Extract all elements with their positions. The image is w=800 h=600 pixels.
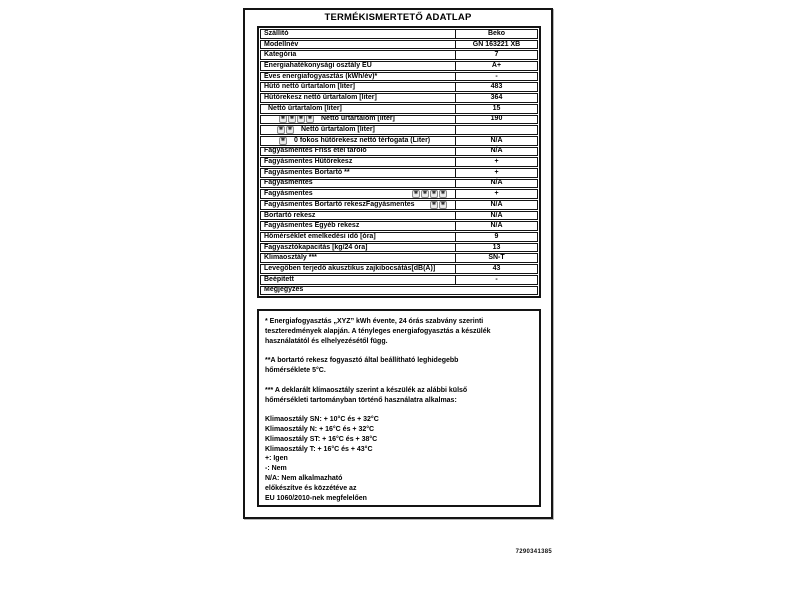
- row-label: Energiahatékonysági osztály EU: [264, 62, 372, 69]
- star-icon: ✱: [280, 115, 286, 122]
- row-label: Fagyásmentes: [264, 190, 313, 198]
- row-label: Hűtőrekesz nettó űrtartalom [liter]: [264, 94, 377, 101]
- table-row: [260, 200, 538, 210]
- row-label: Hűtő nettó űrtartalom [liter]: [264, 83, 355, 91]
- row-value: -: [455, 276, 537, 284]
- row-label: Klimaosztály ***: [264, 254, 317, 262]
- row-value: +: [455, 190, 537, 198]
- note-line: *** A deklarált klímaosztály szerint a készülék az alábbi külső: [265, 386, 468, 394]
- star-rating: [430, 201, 447, 209]
- row-label: Megjegyzés: [264, 286, 304, 294]
- table-row: [260, 40, 538, 50]
- table-row: [260, 243, 538, 253]
- row-label: Fagyásmentes Bortartó rekeszFagyásmentes: [264, 201, 415, 208]
- note-line: hőmérsékleti tartományban történő használatra alkalmas:: [265, 396, 457, 404]
- row-label-cell: [261, 94, 455, 102]
- table-row: [260, 211, 538, 221]
- row-value: N/A: [455, 201, 537, 209]
- row-label-cell: [261, 254, 455, 262]
- table-row: [260, 93, 538, 103]
- row-label: Fagyásmentes Egyéb rekesz: [264, 222, 360, 230]
- table-row: [260, 147, 538, 157]
- row-label: Fagyasztókapacitás [kg/24 óra]: [264, 243, 368, 251]
- row-value: 483: [455, 83, 537, 91]
- row-label: Nettó űrtartalom [liter]: [301, 126, 375, 134]
- table-row: [260, 125, 538, 135]
- row-label-cell: [261, 287, 537, 295]
- row-label-cell: [261, 222, 455, 230]
- row-value: 364: [455, 94, 537, 102]
- row-label-cell: [261, 276, 455, 284]
- star-rating: [279, 116, 314, 124]
- row-value: 15: [455, 105, 537, 113]
- row-label-cell: [261, 137, 455, 145]
- table-row: [260, 232, 538, 242]
- note-line: * Energiafogyasztás „XYZ” kWh évente, 24 órás szabvány szerinti: [265, 318, 484, 326]
- row-label: Fagyásmentes Hűtőrekesz: [264, 158, 353, 166]
- row-label: 0 fokos hűtőrekesz nettó térfogata (Liter): [294, 136, 431, 144]
- note-line: +: Igen: [265, 455, 288, 463]
- row-label-cell: [261, 83, 455, 91]
- row-value: 7: [455, 51, 537, 59]
- row-label: Éves energiafogyasztás (kWh/év)*: [264, 72, 378, 80]
- row-label-cell: [261, 51, 455, 59]
- row-label: Bortartó rekesz: [264, 211, 316, 219]
- note-line: [265, 405, 533, 415]
- table-row: [260, 286, 538, 296]
- row-label-cell: [261, 244, 455, 252]
- star-icon: ✱: [287, 126, 293, 133]
- row-label: Fagyásmentes Friss étel tároló: [264, 147, 367, 155]
- notes-box: [257, 309, 541, 507]
- note-line: N/A: Nem alkalmazható: [265, 474, 343, 482]
- row-value: +: [455, 169, 537, 177]
- row-label-cell: [261, 212, 455, 220]
- row-value: SN-T: [455, 254, 537, 262]
- row-label-cell: [261, 41, 455, 49]
- row-value: 190: [455, 116, 537, 124]
- star-icon: ✱: [431, 190, 437, 197]
- row-label: Fagyásmentes: [264, 179, 313, 187]
- row-value: -: [455, 73, 537, 81]
- note-line: Klimaosztály T: + 16°C és + 43°C: [265, 445, 373, 453]
- row-label: Szállító: [264, 30, 289, 37]
- row-label-cell: [261, 116, 455, 124]
- table-row: [260, 50, 538, 60]
- note-line: EU 1060/2010-nek megfelelően: [265, 494, 367, 502]
- page-title: TERMÉKISMERTETŐ ADATLAP: [324, 12, 472, 23]
- table-row: [260, 61, 538, 71]
- table-row: [260, 275, 538, 285]
- row-label: Nettó űrtartalom [liter]: [268, 104, 342, 112]
- table-row: [260, 179, 538, 189]
- row-label-cell: [261, 148, 455, 156]
- star-icon: ✱: [431, 201, 437, 207]
- star-icon: ✱: [298, 115, 304, 122]
- row-value: N/A: [455, 180, 537, 188]
- row-label-cell: [261, 105, 455, 113]
- row-value: Beko: [455, 30, 537, 38]
- table-row: [260, 189, 538, 199]
- note-line: **A bortartó rekesz fogyasztó által beállítható leghidegebb: [265, 357, 459, 365]
- note-line: Klimaosztály SN: + 10°C és + 32°C: [265, 416, 379, 424]
- table-row: [260, 168, 538, 178]
- table-row: [260, 264, 538, 274]
- star-rating: [279, 137, 287, 145]
- row-label-cell: [261, 201, 455, 209]
- row-value: [455, 126, 537, 134]
- row-value: N/A: [455, 222, 537, 230]
- star-icon: ✱: [413, 190, 419, 197]
- product-fiche-page: [243, 8, 553, 519]
- note-line: -: Nem: [265, 465, 287, 473]
- table-row: [260, 29, 538, 39]
- star-icon: ✱: [278, 126, 284, 133]
- row-label: Nettó űrtartalom [liter]: [321, 115, 395, 123]
- note-line: Klimaosztály N: + 16°C és + 32°C: [265, 425, 375, 433]
- star-rating: [277, 126, 294, 134]
- row-label: Hőmérséklet emelkedési idő [óra]: [264, 233, 376, 240]
- row-value: +: [455, 158, 537, 166]
- row-value: N/A: [455, 148, 537, 156]
- row-label: Beépített: [264, 275, 294, 283]
- note-line: Klimaosztály ST: + 16°C és + 38°C: [265, 435, 378, 443]
- star-icon: ✱: [440, 190, 446, 197]
- star-icon: ✱: [440, 201, 446, 207]
- star-icon: ✱: [280, 136, 286, 143]
- note-line: előkészítve és közzétéve az: [265, 484, 357, 492]
- row-label-cell: [261, 62, 455, 70]
- row-value: GN 163221 XB: [455, 41, 537, 49]
- table-row: [260, 157, 538, 167]
- row-label-cell: [261, 73, 455, 81]
- table-row: [260, 221, 538, 231]
- note-line: használatától és elhelyezésétől függ.: [265, 337, 388, 345]
- footer-code: 7290341385: [515, 549, 552, 555]
- note-line: [265, 347, 533, 357]
- row-value: 43: [455, 265, 537, 273]
- table-row: [260, 115, 538, 125]
- star-icon: ✱: [307, 115, 313, 122]
- row-label-cell: [261, 158, 455, 166]
- row-value: 9: [455, 233, 537, 241]
- table-row: [260, 253, 538, 263]
- note-line: [265, 376, 533, 386]
- note-line: hőmérséklete 5°C.: [265, 367, 326, 375]
- star-icon: ✱: [289, 115, 295, 122]
- star-icon: ✱: [422, 190, 428, 197]
- table-row: [260, 72, 538, 82]
- row-value: A+: [455, 62, 537, 70]
- note-line: teszteredmények alapján. A tényleges energiafogyasztás a készülék: [265, 327, 491, 335]
- row-label-cell: [261, 233, 455, 241]
- row-value: N/A: [455, 212, 537, 220]
- row-label: Modellnév: [264, 40, 299, 48]
- spec-table: [257, 26, 541, 298]
- table-row: [260, 136, 538, 146]
- row-label-cell: [261, 126, 455, 134]
- row-label: Fagyásmentes Bortartó **: [264, 168, 350, 176]
- table-row: [260, 104, 538, 114]
- row-value: 13: [455, 244, 537, 252]
- row-label-cell: [261, 190, 455, 198]
- row-label-cell: [261, 169, 455, 177]
- row-value: N/A: [455, 137, 537, 145]
- table-row: [260, 82, 538, 92]
- star-rating: [412, 190, 447, 198]
- row-label-cell: [261, 265, 455, 273]
- row-label: Levegőben terjedő akusztikus zajkibocsátás[dB(A)]: [264, 265, 436, 272]
- row-label: Kategória: [264, 51, 297, 59]
- row-label-cell: [261, 30, 455, 38]
- row-label-cell: [261, 180, 455, 188]
